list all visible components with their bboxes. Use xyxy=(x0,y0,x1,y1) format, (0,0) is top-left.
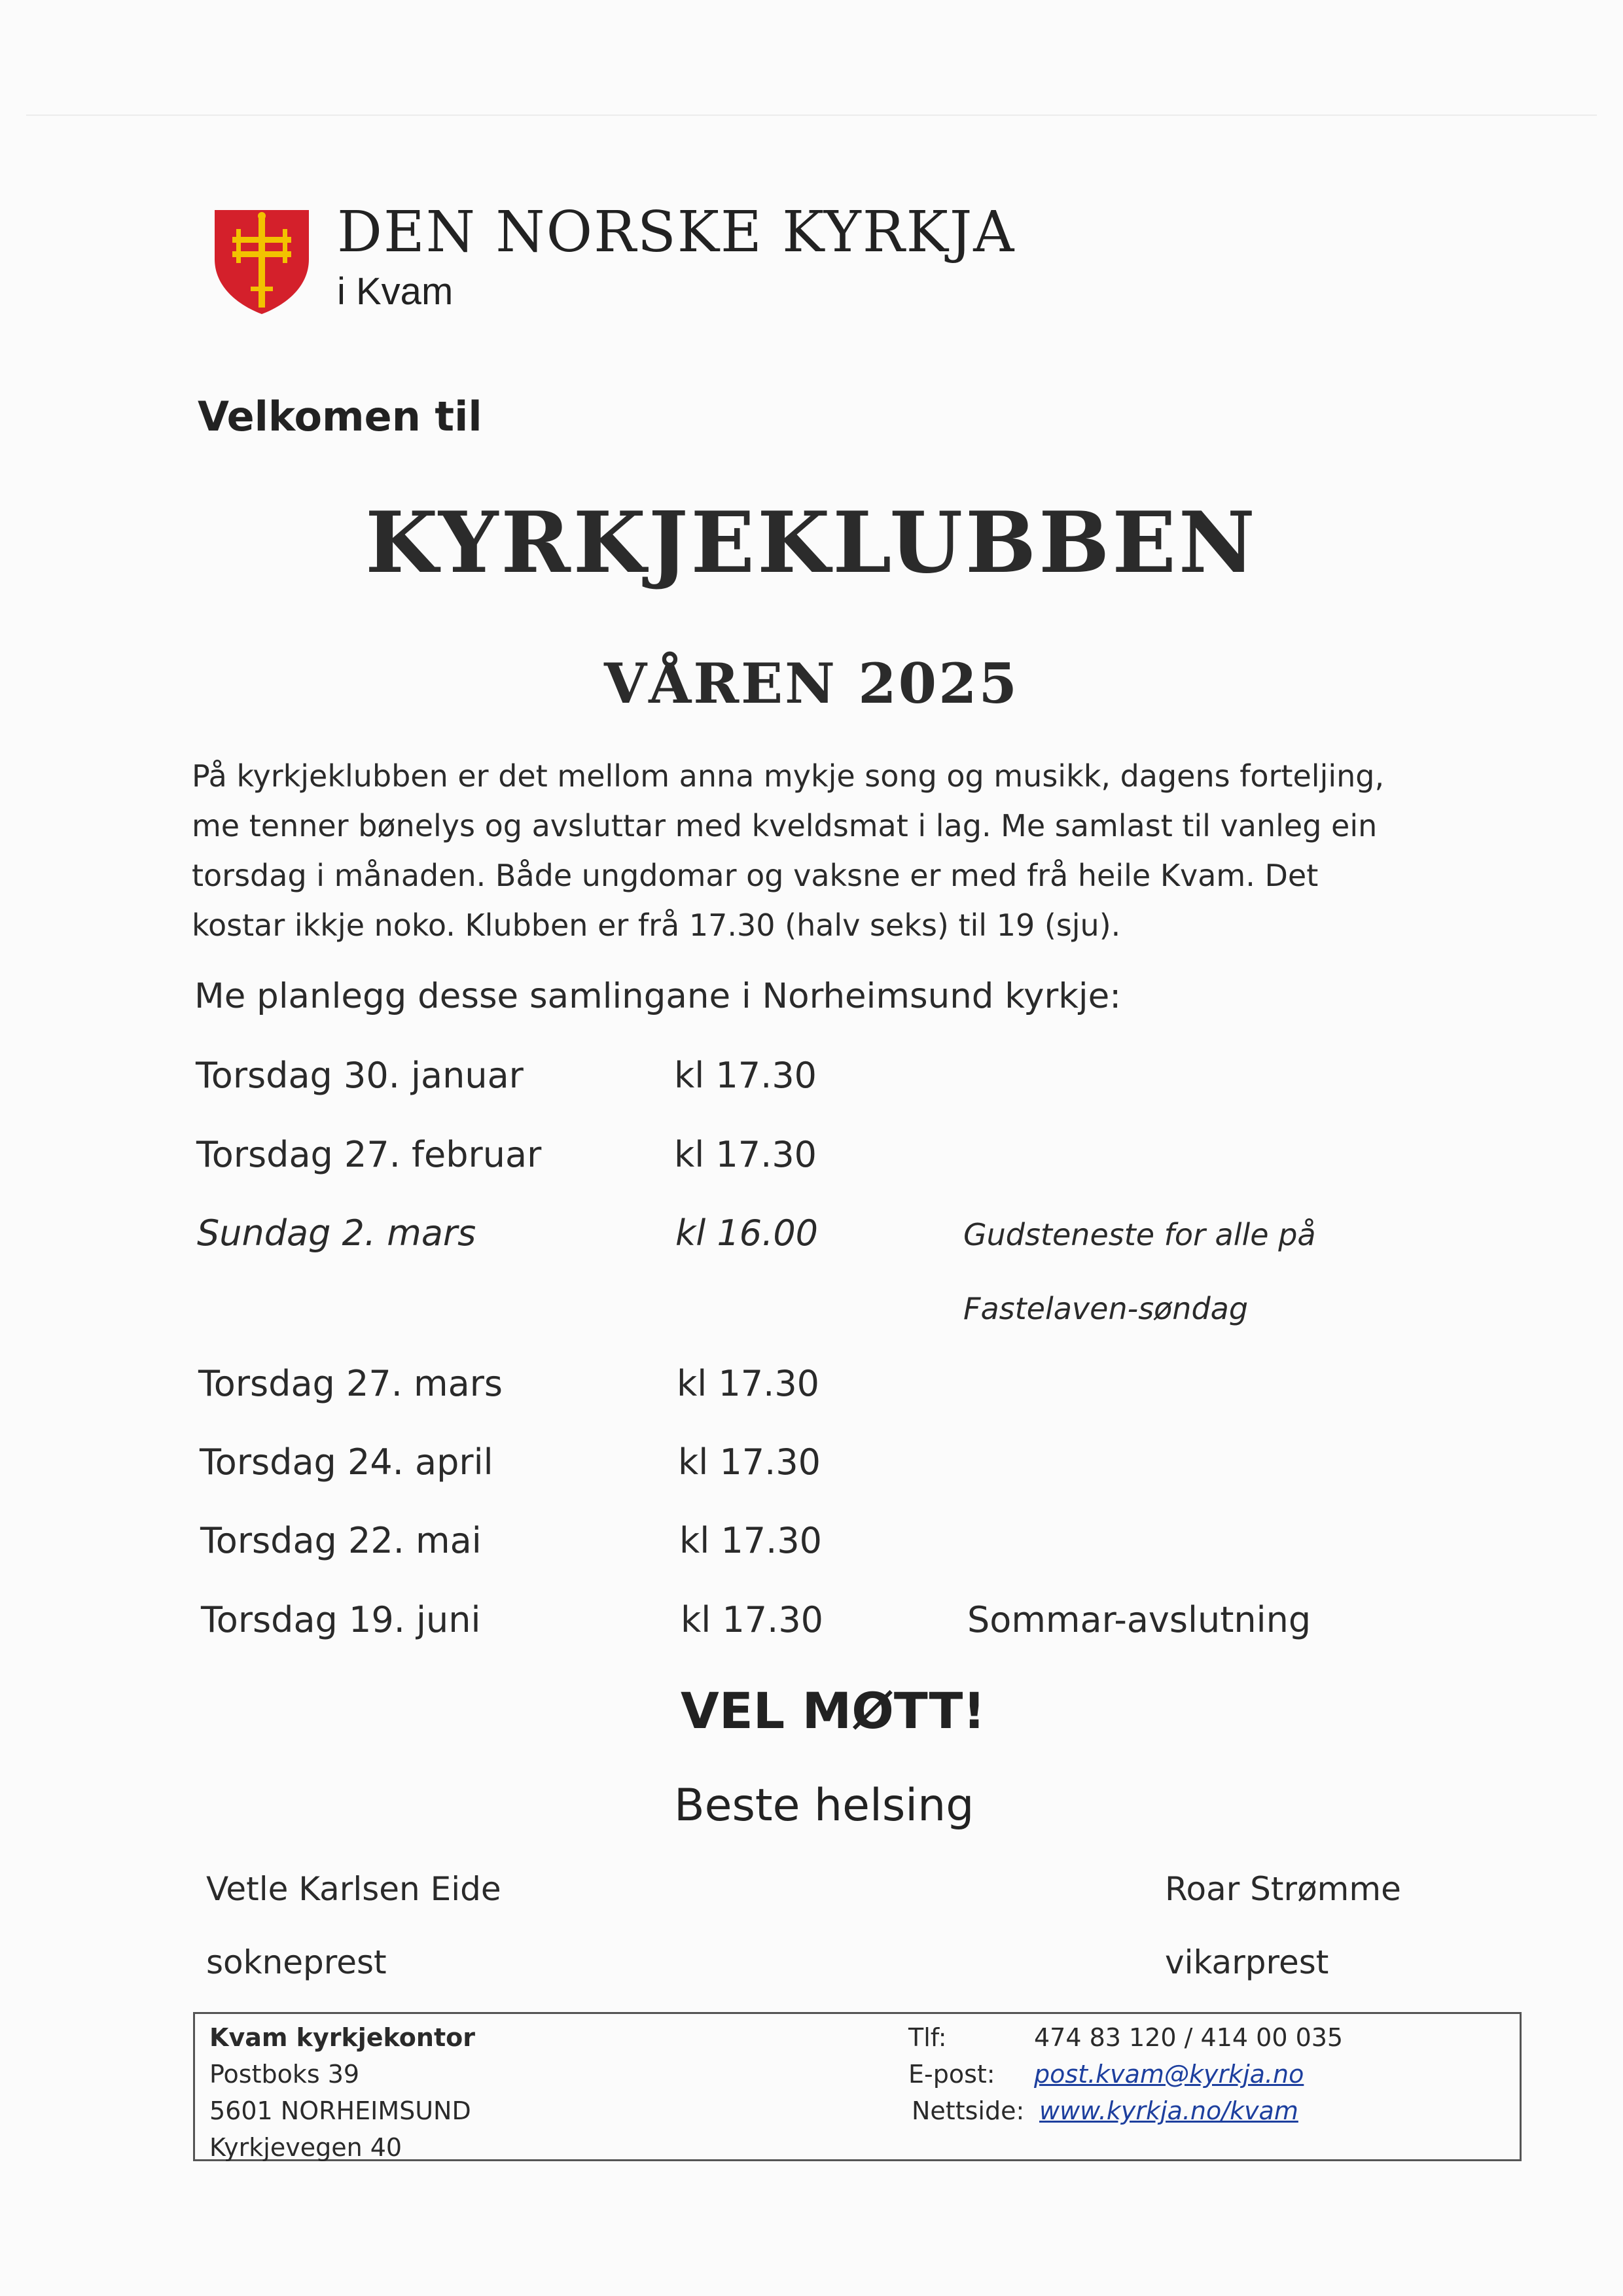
page-subtitle: VÅREN 2025 xyxy=(604,651,1019,716)
schedule-note: Gudsteneste for alle på xyxy=(963,1217,1316,1252)
schedule-day: Sundag 2. mars xyxy=(197,1212,476,1254)
schedule-day: Torsdag 19. juni xyxy=(201,1599,481,1640)
schedule-time: kl 17.30 xyxy=(674,1055,817,1096)
schedule-day: Torsdag 30. januar xyxy=(196,1055,524,1096)
schedule-time: kl 17.30 xyxy=(677,1363,820,1404)
phone-label: Tlf: xyxy=(908,2023,947,2052)
schedule-time: kl 17.30 xyxy=(681,1599,824,1640)
schedule-day: Torsdag 22. mai xyxy=(200,1520,482,1561)
schedule-day: Torsdag 24. april xyxy=(200,1441,493,1483)
plan-heading: Me planlegg desse samlingane i Norheimsund kyrkje: xyxy=(194,976,1122,1016)
schedule-time: kl 17.30 xyxy=(678,1441,821,1483)
email-label: E-post: xyxy=(908,2060,995,2089)
schedule-note: Sommar-avslutning xyxy=(967,1599,1311,1640)
intro-line: På kyrkjeklubben er det mellom anna mykje song og musikk, dagens forteljing, xyxy=(192,758,1385,794)
schedule-day: Torsdag 27. februar xyxy=(196,1134,542,1175)
schedule-time: kl 17.30 xyxy=(674,1134,817,1175)
web-link[interactable]: www.kyrkja.no/kvam xyxy=(1039,2096,1298,2125)
intro-line: torsdag i månaden. Både ungdomar og vaksne er med frå heile Kvam. Det xyxy=(192,858,1319,893)
signature-name: Vetle Karlsen Eide xyxy=(206,1870,501,1908)
address-line: Kyrkjevegen 40 xyxy=(209,2133,402,2162)
schedule-day: Torsdag 27. mars xyxy=(198,1363,503,1404)
signature-title: vikarprest xyxy=(1165,1943,1329,1981)
address-line: Postboks 39 xyxy=(209,2060,360,2089)
intro-paragraph xyxy=(192,751,1448,950)
intro-line: kostar ikkje noko. Klubben er frå 17.30 (halv seks) til 19 (sju). xyxy=(192,908,1121,943)
page-title: KYRKJEKLUBBEN xyxy=(365,494,1258,592)
address-line: 5601 NORHEIMSUND xyxy=(209,2096,471,2125)
web-label: Nettside: xyxy=(912,2096,1025,2125)
schedule-note: Fastelaven-søndag xyxy=(963,1291,1249,1326)
signature-name: Roar Strømme xyxy=(1165,1870,1401,1908)
schedule-time: kl 17.30 xyxy=(679,1520,823,1561)
welcome-text: Velkomen til xyxy=(198,393,482,440)
page-top-rule xyxy=(26,115,1597,116)
church-shield-cross-icon xyxy=(213,208,311,316)
signature-title: sokneprest xyxy=(206,1943,387,1981)
contact-box xyxy=(193,2012,1522,2161)
schedule-time: kl 16.00 xyxy=(675,1212,819,1254)
church-name: DEN NORSKE KYRKJA xyxy=(337,200,1016,265)
office-name: Kvam kyrkjekontor xyxy=(209,2023,475,2052)
closing-headline: VEL MØTT! xyxy=(681,1682,986,1740)
phone-number: 474 83 120 / 414 00 035 xyxy=(1034,2023,1344,2052)
email-link[interactable]: post.kvam@kyrkja.no xyxy=(1034,2060,1304,2089)
intro-line: me tenner bønelys og avsluttar med kveldsmat i lag. Me samlast til vanleg ein xyxy=(192,808,1378,843)
closing-greeting: Beste helsing xyxy=(674,1780,974,1831)
church-location: i Kvam xyxy=(337,270,454,313)
